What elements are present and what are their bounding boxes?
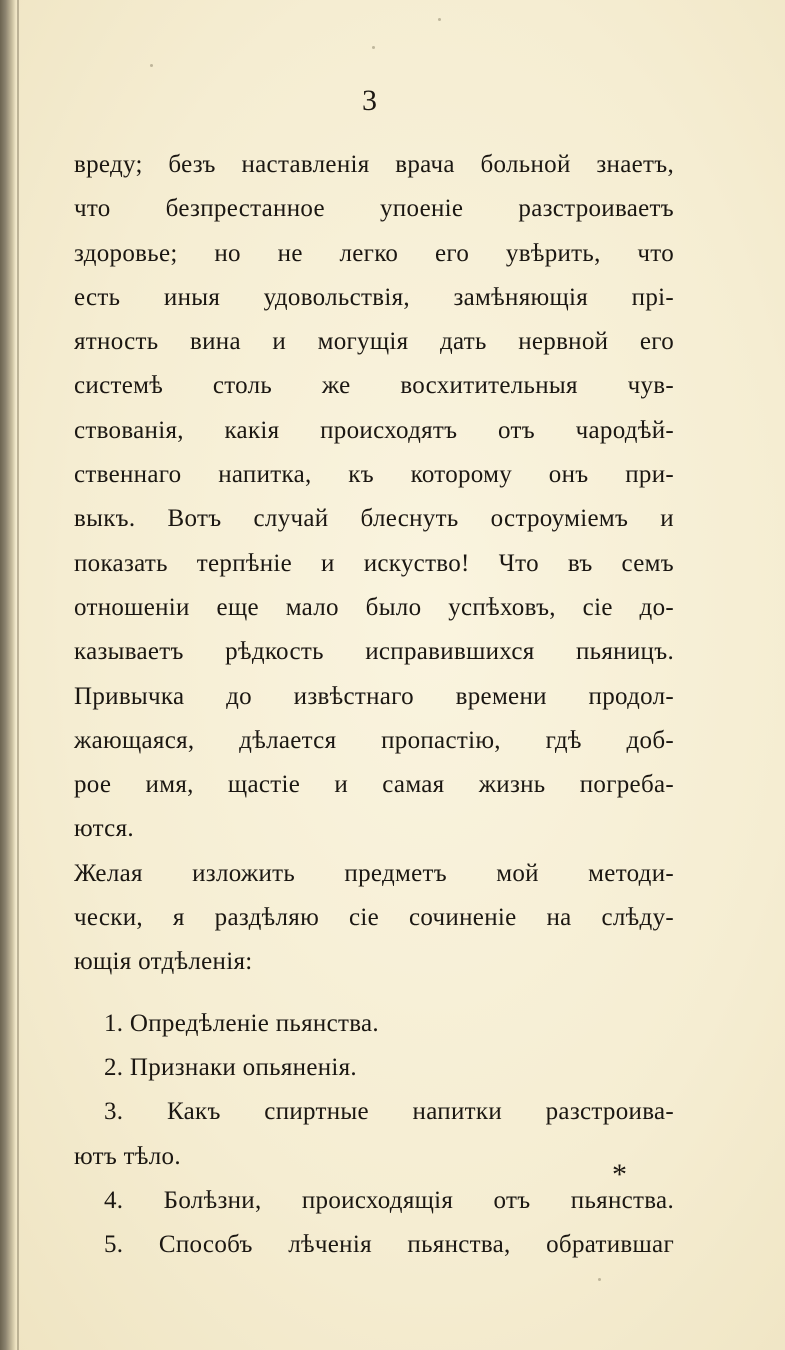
- paragraph-line: Желая изложить предметъ мой методи-: [74, 859, 674, 887]
- paper-speck: [438, 18, 441, 21]
- list-item: 2. Признаки опьяненія.: [104, 1053, 357, 1081]
- text-line: отношеніи еще мало было успѣховъ, сіе до-: [74, 593, 674, 621]
- text-line: рое имя, щастіе и самая жизнь погреба-: [74, 771, 674, 799]
- text-line: ственнаго напитка, къ которому онъ при-: [74, 461, 674, 489]
- list-item: 1. Опредѣленіе пьянства.: [104, 1009, 379, 1037]
- text-line: системѣ столь же восхитительныя чув-: [74, 372, 674, 400]
- list-spacer: [74, 985, 674, 1002]
- text-line: ятность вина и могущія дать нервной его: [74, 328, 674, 356]
- paragraph-line: чески, я раздѣляю сіе сочиненіе на слѣду-: [74, 904, 674, 932]
- text-line: выкъ. Вотъ случай блеснуть остроуміемъ и: [74, 505, 674, 533]
- page-edge-line: [17, 0, 19, 1350]
- paragraph-line: ющія отдѣленія:: [74, 948, 253, 976]
- text-line: показать терпѣніе и искуство! Что въ семъ: [74, 549, 674, 577]
- book-spine-shadow: [0, 0, 16, 1350]
- paper-speck: [598, 1278, 601, 1281]
- list-item: 5. Способъ лѣченія пьянства, обратившаг: [104, 1231, 674, 1259]
- body-text: [74, 143, 674, 1267]
- page-number: 3: [362, 84, 377, 117]
- list-item-continuation: ютъ тѣло.: [74, 1142, 181, 1170]
- text-line: есть иныя удовольствія, замѣняющія прі-: [74, 283, 674, 311]
- text-line: вреду; безъ наставленія врача больной знаетъ,: [74, 151, 674, 178]
- list-item: 3. Какъ спиртные напитки разстроива-: [104, 1098, 674, 1126]
- text-line: Привычка до извѣстнаго времени продол-: [74, 682, 674, 710]
- text-line: ются.: [74, 815, 134, 843]
- paper-speck: [150, 64, 153, 67]
- signature-mark: *: [612, 1158, 627, 1191]
- list-item: 4. Болѣзни, происходящія отъ пьянства.: [104, 1186, 674, 1214]
- paper-speck: [372, 46, 375, 49]
- text-line: что безпрестанное упоеніе разстроиваетъ: [74, 195, 674, 223]
- text-line: казываетъ рѣдкость исправившихся пьяницъ.: [74, 638, 674, 666]
- text-line: здоровье; но не легко его увѣрить, что: [74, 239, 674, 267]
- text-line: ствованія, какія происходятъ отъ чародѣй-: [74, 416, 674, 444]
- text-line: жающаяся, дѣлается пропастію, гдѣ доб-: [74, 726, 674, 754]
